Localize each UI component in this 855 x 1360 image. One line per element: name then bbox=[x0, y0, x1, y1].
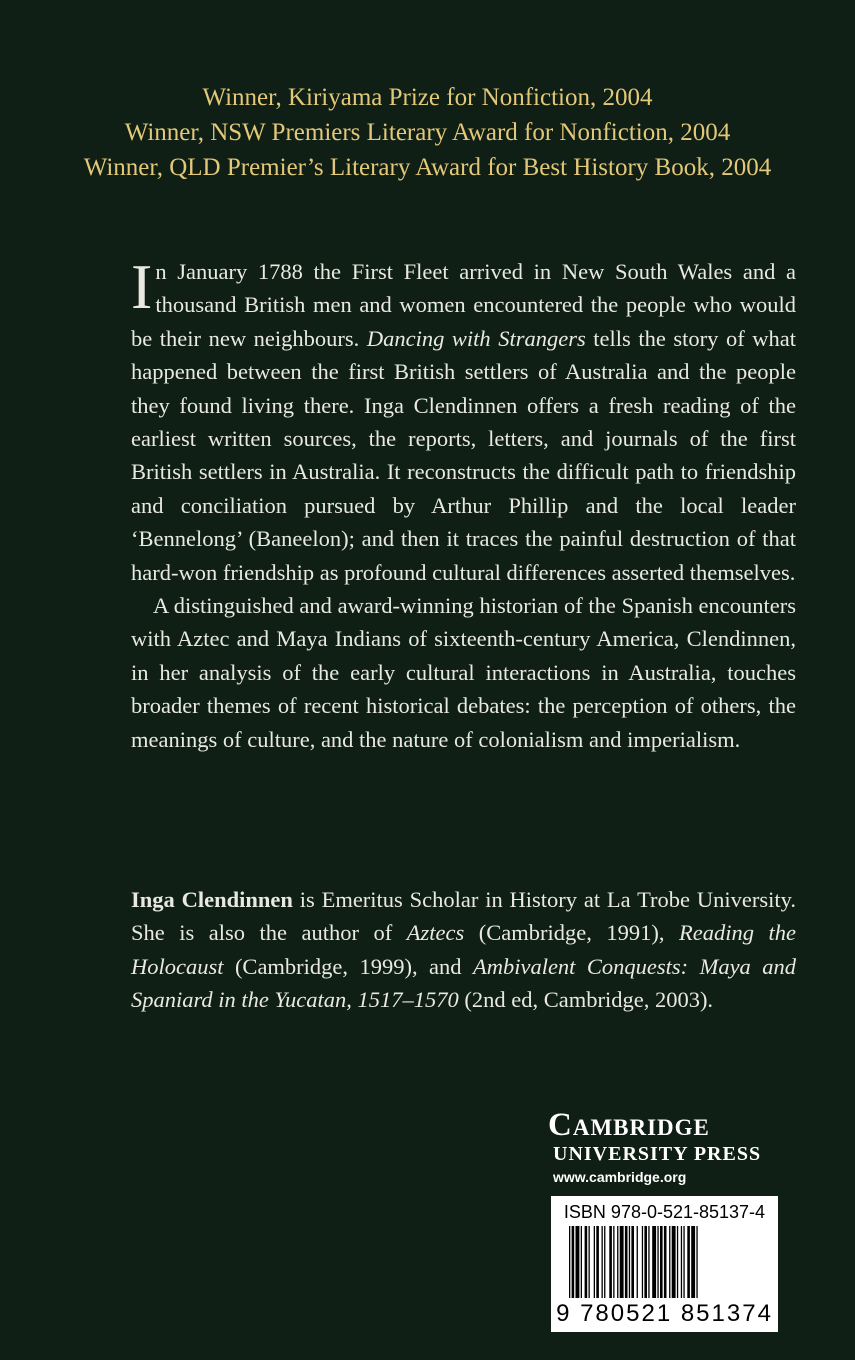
blurb-paragraph-1: In January 1788 the First Fleet arrived in New South Wales and a thousand British men and women encountered the people who would be their new neighbours. Dancing with Strangers tells the story of what happened between the first British settlers of Australia and the people they found living there. Inga Clendinnen offers a fresh reading of the earliest written sources, the reports, letters, and journals of the first British settlers in Australia. It reconstructs the difficult path to friendship and conciliation pursued by Arthur Phillip and the local leader ‘Bennelong’ (Baneelon); and then it traces the painful destruction of that hard-won friendship as profound cultural differences asserted themselves. bbox=[131, 251, 796, 585]
barcode-icon bbox=[561, 1226, 768, 1298]
barcode-bar bbox=[581, 1226, 582, 1298]
barcode-bar bbox=[696, 1226, 697, 1298]
barcode-bar bbox=[602, 1226, 603, 1298]
award-line-1: Winner, Kiriyama Prize for Nonfiction, 2004 bbox=[202, 84, 653, 111]
publisher-name: Cambridge bbox=[548, 1107, 710, 1143]
barcode-bar bbox=[613, 1226, 614, 1298]
barcode-bar bbox=[672, 1226, 676, 1298]
barcode-bar bbox=[660, 1226, 663, 1298]
barcode-bar bbox=[589, 1226, 590, 1298]
awards-block bbox=[0, 80, 855, 185]
barcode-bar bbox=[576, 1226, 580, 1298]
barcode-bar bbox=[596, 1226, 599, 1298]
book-blurb bbox=[131, 251, 796, 756]
isbn-label: ISBN 978-0-521-85137-4 bbox=[563, 1202, 766, 1222]
barcode-bar bbox=[681, 1226, 682, 1298]
barcode-bar bbox=[631, 1226, 634, 1298]
barcode-bar bbox=[691, 1226, 695, 1298]
barcode-bar bbox=[604, 1226, 605, 1298]
barcode-digits: 9 780521 851374 bbox=[556, 1300, 773, 1327]
barcode-bar bbox=[652, 1226, 656, 1298]
barcode-bar bbox=[569, 1226, 570, 1298]
book-title: Dancing with Strangers bbox=[366, 325, 586, 351]
barcode-bar bbox=[642, 1226, 643, 1298]
author-bio: Inga Clendinnen is Emeritus Scholar in History at La Trobe University. She is also the author of Aztecs (Cambridge, 1991), Reading the Holocaust (Cambridge, 1999), and Ambivalent Conquests: Maya and Spaniard in the Yucatan, 1517–1570 (2nd ed, Cambridge, 2003). bbox=[131, 887, 797, 1013]
publisher-url: www.cambridge.org bbox=[553, 1169, 687, 1185]
award-line-3: Winner, QLD Premier’s Literary Award for Best History Book, 2004 bbox=[83, 154, 772, 181]
barcode-bar bbox=[664, 1226, 667, 1298]
author-name: Inga Clendinnen bbox=[131, 887, 293, 912]
barcode-bar bbox=[609, 1226, 612, 1298]
blurb-paragraph-2: A distinguished and award-winning historian of the Spanish encounters with Aztec and Maya Indians of sixteenth-century America, Clendinnen, in her analysis of the early cultural interactions in Australia, touches broader themes of recent historical debates: the perception of others, the meanings of culture, and the nature of colonialism and imperialism. bbox=[131, 593, 796, 752]
barcode-bar bbox=[687, 1226, 690, 1298]
barcode-bar bbox=[572, 1226, 575, 1298]
barcode-bar bbox=[683, 1226, 684, 1298]
award-line-2: Winner, NSW Premiers Literary Award for Nonfiction, 2004 bbox=[124, 119, 731, 146]
barcode-bar bbox=[644, 1226, 647, 1298]
barcode-bar bbox=[669, 1226, 670, 1298]
barcode-bar bbox=[677, 1226, 678, 1298]
barcode-box bbox=[551, 1196, 778, 1332]
barcode-bar bbox=[637, 1226, 638, 1298]
barcode-bar bbox=[617, 1226, 618, 1298]
barcode-bar bbox=[625, 1226, 628, 1298]
barcode-bar bbox=[629, 1226, 630, 1298]
barcode-bar bbox=[585, 1226, 588, 1298]
barcode-bar bbox=[657, 1226, 658, 1298]
barcode-bar bbox=[620, 1226, 624, 1298]
barcode-bar bbox=[594, 1226, 595, 1298]
publisher-logo bbox=[548, 1107, 778, 1185]
drop-cap: I bbox=[131, 251, 153, 322]
barcode-bar bbox=[648, 1226, 649, 1298]
publisher-subtitle: UNIVERSITY PRESS bbox=[553, 1143, 762, 1165]
